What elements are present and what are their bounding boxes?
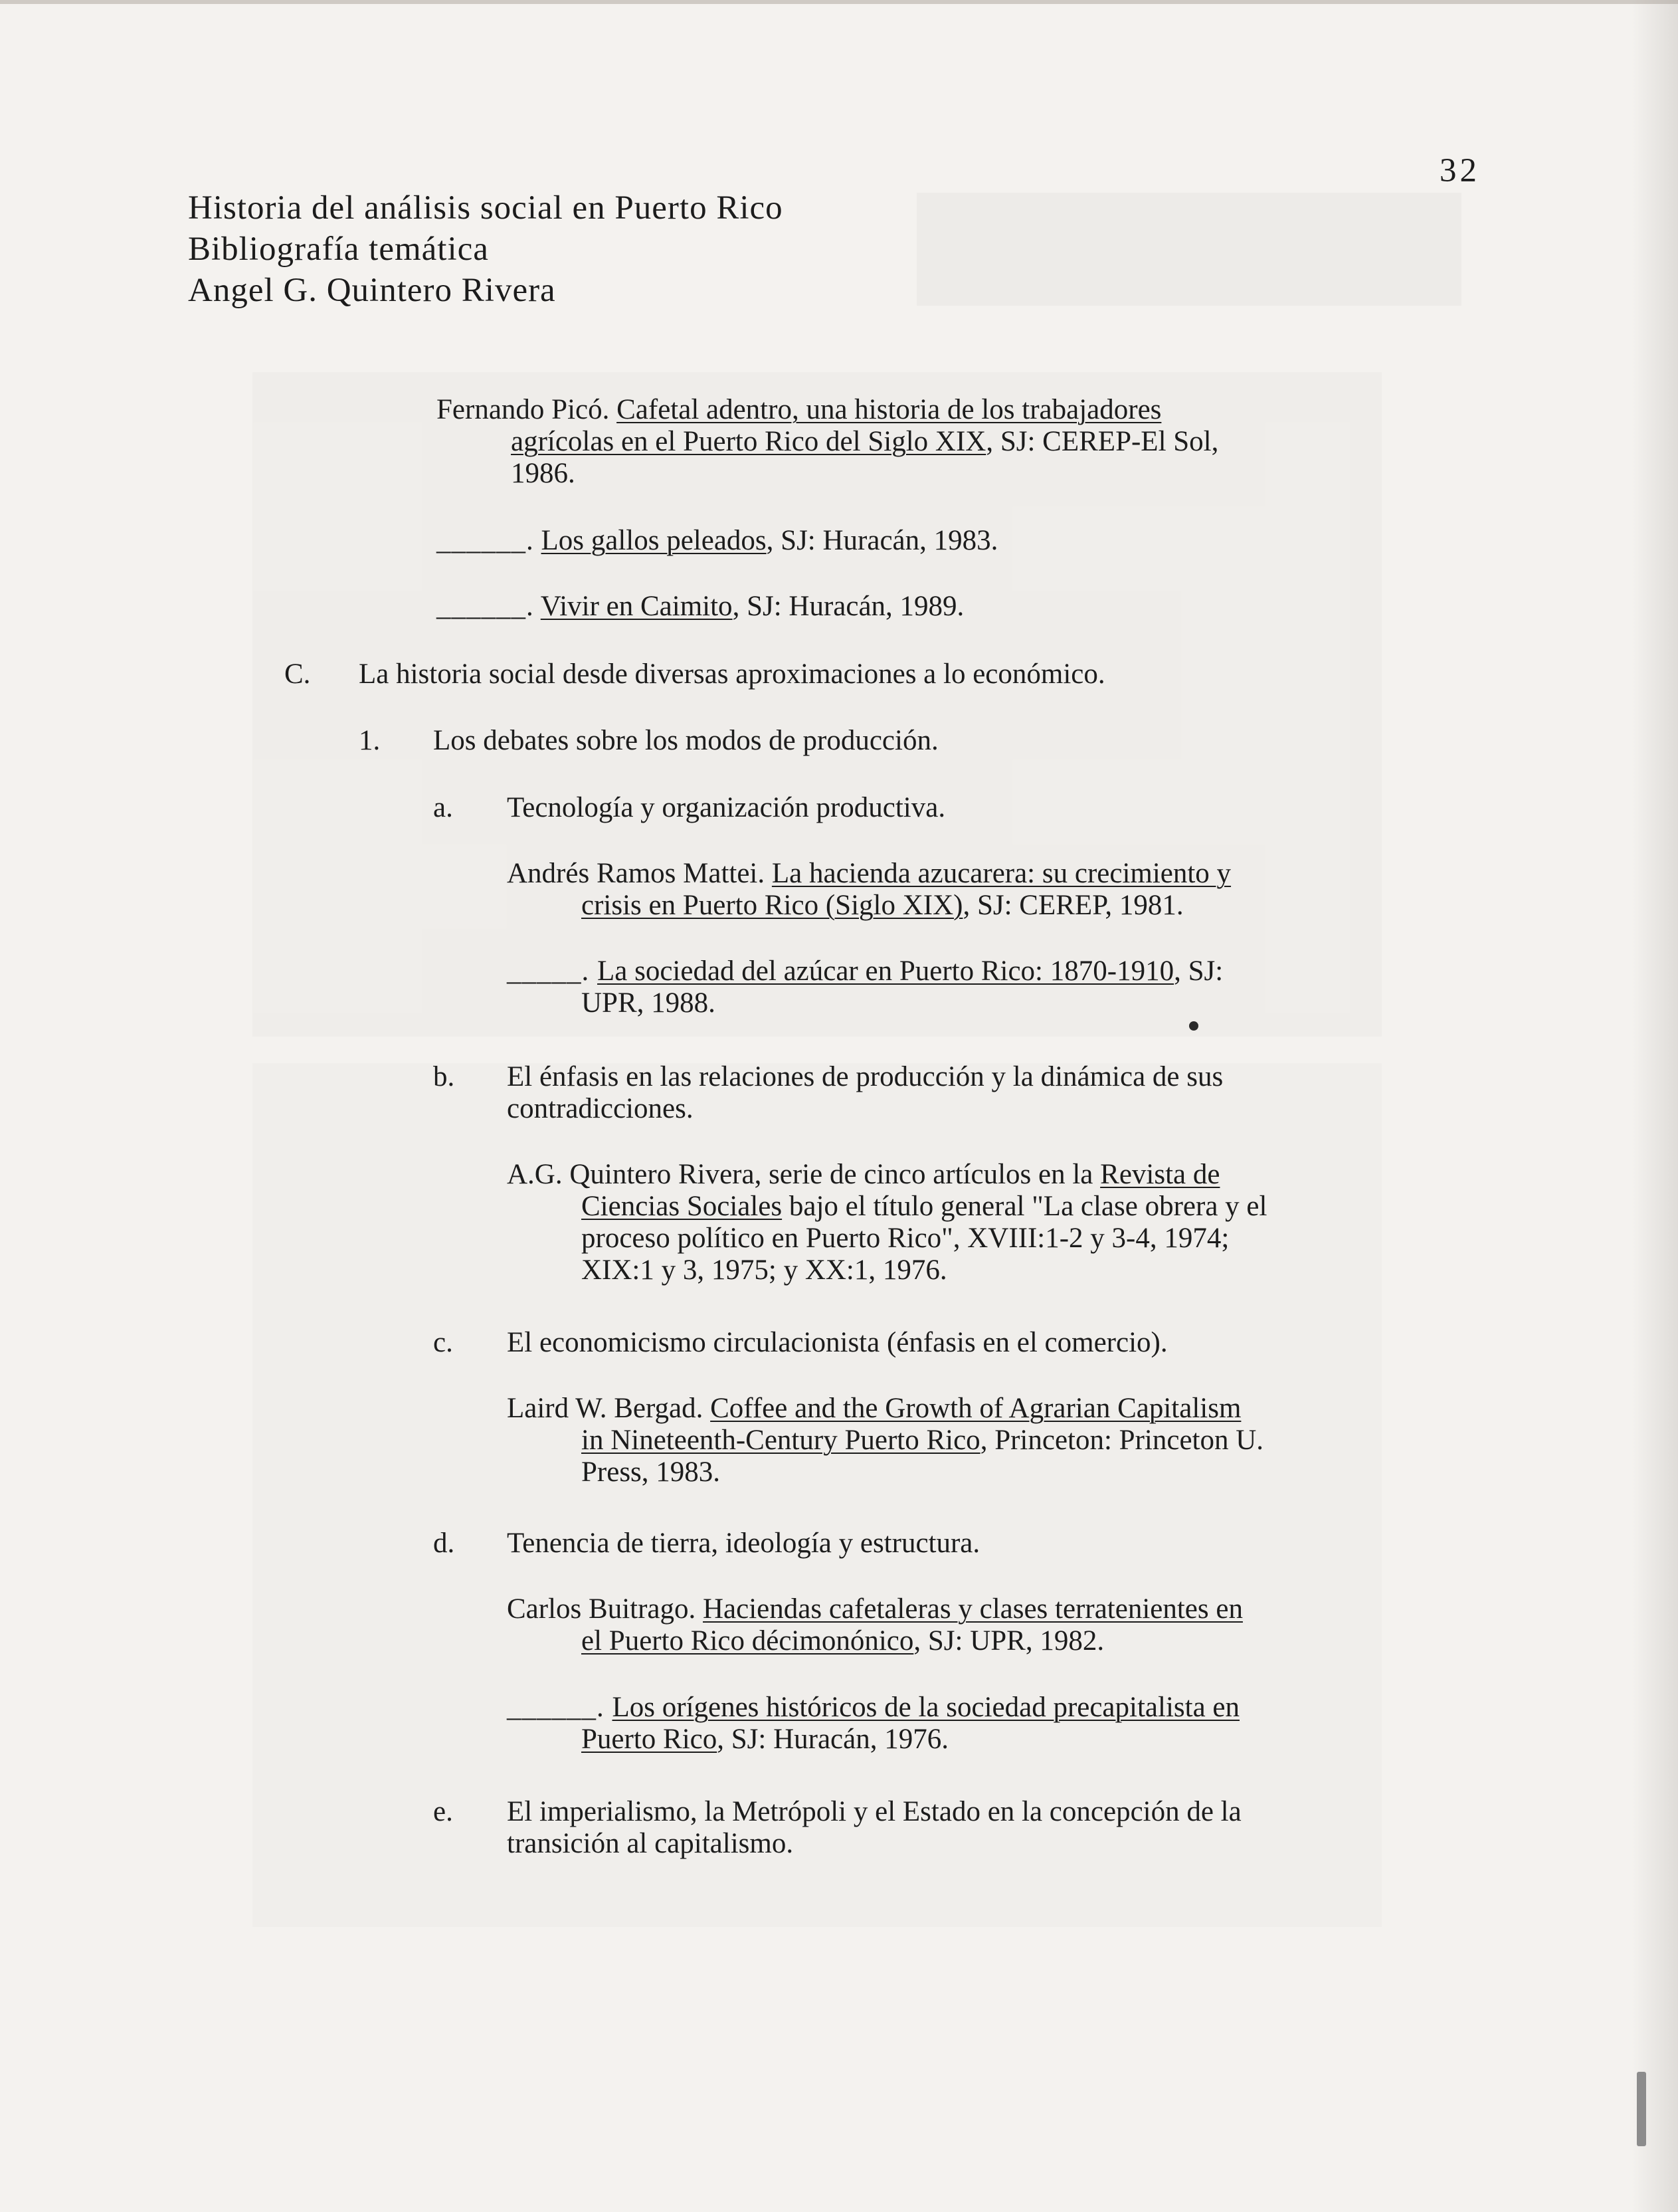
item-b-heading-line2: contradicciones. <box>507 1093 694 1124</box>
entry-journal: Revista de <box>1100 1159 1220 1190</box>
entry-pico-gallos <box>436 524 998 557</box>
item-a-heading: Tecnología y organización productiva. <box>507 792 946 823</box>
entry-title: Los orígenes históricos de la sociedad precapitalista en <box>612 1692 1240 1723</box>
header-author: Angel G. Quintero Rivera <box>188 272 556 309</box>
entry-title: agrícolas en el Puerto Rico del Siglo XIX <box>511 426 986 457</box>
header-subtitle: Bibliografía temática <box>188 231 489 268</box>
item-c-heading: El economicismo circulacionista (énfasis en el comercio). <box>507 1327 1168 1358</box>
section-c-heading: La historia social desde diversas aproximaciones a lo económico. <box>359 658 1105 690</box>
item-d-heading: Tenencia de tierra, ideología y estructura. <box>507 1528 980 1559</box>
entry-year: 1986. <box>511 458 575 489</box>
entry-publisher: , SJ: Huracán, 1989. <box>732 591 965 622</box>
entry-title: crisis en Puerto Rico (Siglo XIX) <box>581 890 963 921</box>
bleed-through-shadow <box>252 372 1382 1037</box>
entry-publisher: , Princeton: Princeton U. <box>980 1425 1264 1456</box>
ditto-dash: ______. <box>436 525 534 556</box>
entry-quintero-line1 <box>507 1158 1220 1191</box>
scanner-margin-mark <box>1637 2072 1646 2146</box>
entry-quintero-line4: XIX:1 y 3, 1975; y XX:1, 1976. <box>581 1255 947 1286</box>
item-a-marker: a. <box>433 792 453 823</box>
entry-ramos2-line2: UPR, 1988. <box>581 987 715 1019</box>
entry-title: Vivir en Caimito <box>540 591 733 622</box>
entry-publisher: , SJ: CEREP, 1981. <box>963 890 1184 921</box>
scan-top-edge <box>0 0 1678 4</box>
item-b-marker: b. <box>433 1061 455 1092</box>
entry-ramos2-line1 <box>507 955 1223 988</box>
entry-title: Coffee and the Growth of Agrarian Capitalism <box>710 1393 1242 1424</box>
entry-author: Fernando Picó. <box>436 394 610 425</box>
entry-publisher: , SJ: UPR, 1982. <box>913 1625 1105 1657</box>
entry-quintero-line3: proceso político en Puerto Rico", XVIII:1-2 y 3-4, 1974; <box>581 1223 1230 1254</box>
entry-title: Puerto Rico <box>581 1724 717 1755</box>
item-e-heading-line1: El imperialismo, la Metrópoli y el Estado en la concepción de la <box>507 1796 1242 1827</box>
entry-title: La sociedad del azúcar en Puerto Rico: 1870-1910 <box>597 955 1174 987</box>
item-1-heading: Los debates sobre los modos de producción. <box>433 725 939 756</box>
entry-title: Haciendas cafetaleras y clases terratenientes en <box>703 1593 1243 1625</box>
entry-author: Laird W. Bergad. <box>507 1393 711 1424</box>
entry-journal: Ciencias Sociales <box>581 1191 783 1222</box>
entry-title: Cafetal adentro, una historia de los trabajadores <box>616 394 1162 425</box>
entry-publisher: , SJ: Huracán, 1976. <box>717 1724 949 1755</box>
entry-bergad-line3: Press, 1983. <box>581 1457 721 1488</box>
item-b-heading-line1: El énfasis en las relaciones de producción y la dinámica de sus <box>507 1061 1224 1092</box>
entry-quintero-line2 <box>581 1190 1267 1223</box>
entry-publisher: , SJ: Huracán, 1983. <box>766 525 998 556</box>
stray-dot <box>1189 1021 1198 1031</box>
entry-pico-caimito <box>436 590 964 623</box>
entry-ramos-line1 <box>507 857 1231 890</box>
page-number: 32 <box>1440 152 1480 189</box>
entry-bergad-line1 <box>507 1392 1241 1425</box>
item-e-marker: e. <box>433 1796 453 1827</box>
entry-buitrago2-line1 <box>507 1691 1240 1724</box>
entry-publisher: , SJ: <box>1174 955 1224 987</box>
entry-author: Andrés Ramos Mattei. <box>507 858 772 889</box>
entry-title: el Puerto Rico décimonónico <box>581 1625 914 1657</box>
entry-title: in Nineteenth-Century Puerto Rico <box>581 1425 980 1456</box>
item-d-marker: d. <box>433 1528 455 1559</box>
document-header <box>188 187 783 311</box>
scan-right-shadow <box>1631 0 1678 2212</box>
ditto-dash: ______. <box>507 1692 612 1723</box>
entry-pico-line1 <box>436 393 1161 427</box>
item-e-heading-line2: transición al capitalismo. <box>507 1828 794 1859</box>
entry-text: bajo el título general "La clase obrera y el <box>782 1191 1267 1222</box>
entry-title: Los gallos peleados <box>541 525 767 556</box>
entry-pico-line2 <box>511 425 1218 458</box>
header-title: Historia del análisis social en Puerto Rico <box>188 189 783 227</box>
bleed-through-shadow <box>917 193 1461 306</box>
section-c-marker: C. <box>284 658 311 690</box>
ditto-dash: ______. <box>436 591 534 622</box>
entry-publisher: , SJ: CEREP-El Sol, <box>986 426 1219 457</box>
entry-pico-line3 <box>511 457 575 490</box>
entry-buitrago-line1 <box>507 1593 1243 1626</box>
entry-title: La hacienda azucarera: su crecimiento y <box>771 858 1232 889</box>
entry-buitrago-line2 <box>581 1625 1104 1658</box>
ditto-dash: _____. <box>507 955 597 987</box>
entry-bergad-line2 <box>581 1424 1263 1457</box>
item-1-marker: 1. <box>359 725 381 756</box>
entry-buitrago2-line2 <box>581 1723 949 1756</box>
entry-author: Carlos Buitrago. <box>507 1593 703 1625</box>
entry-text: A.G. Quintero Rivera, serie de cinco artículos en la <box>507 1159 1101 1190</box>
item-c-marker: c. <box>433 1327 453 1358</box>
entry-ramos-line2 <box>581 889 1184 922</box>
